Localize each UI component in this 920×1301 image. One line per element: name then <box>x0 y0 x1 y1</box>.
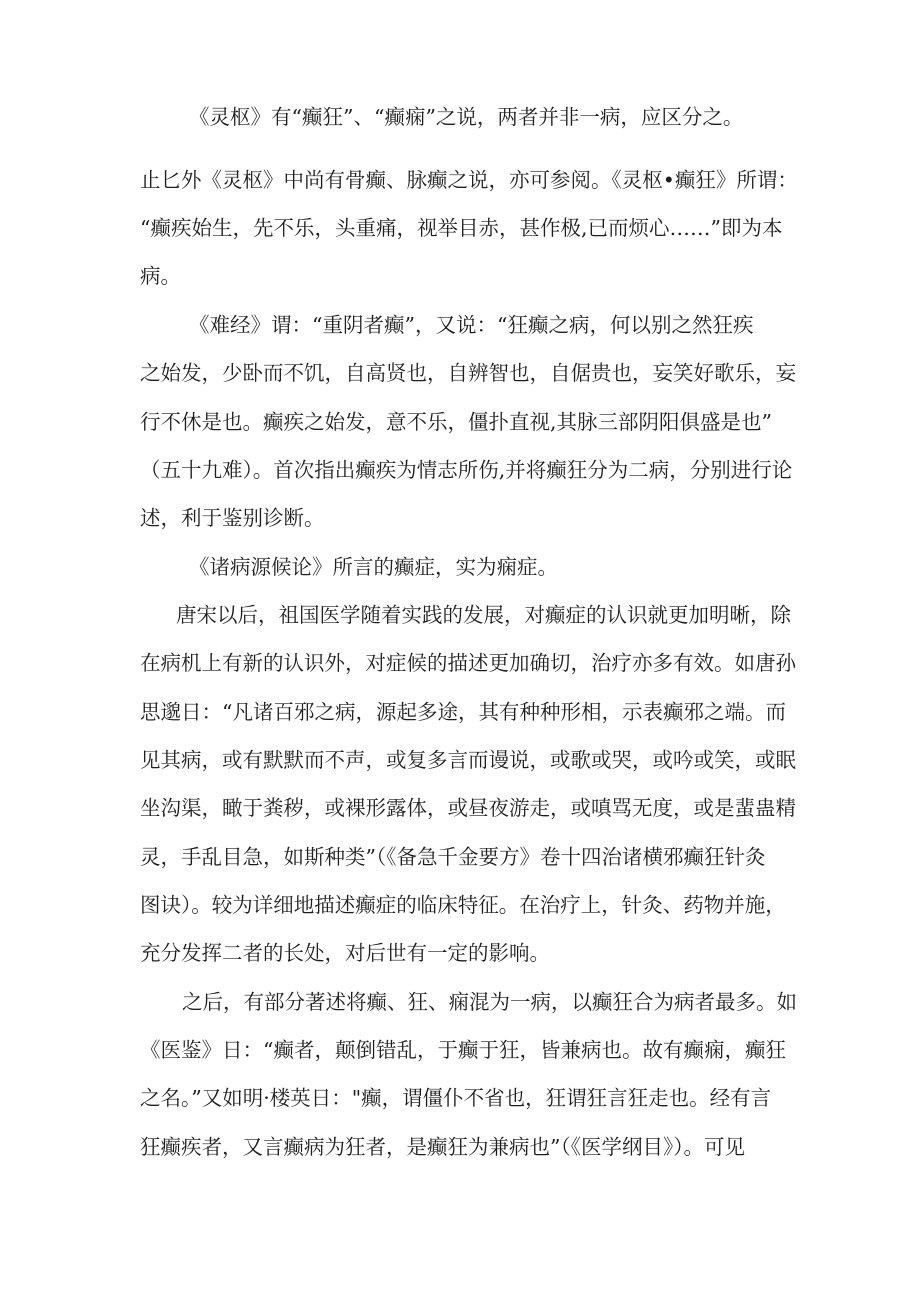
text-line: 《灵枢》有“癫狂”、“癫痫”之说，两者并非一病，应区分之。 <box>189 105 744 129</box>
text-line: 充分发挥二者的长处，对后世有一定的影响。 <box>140 941 550 965</box>
text-line: 见其病，或有默默而不声，或复多言而谩说，或歌或哭，或吟或笑，或眠 <box>140 748 796 772</box>
text-line: 之名。”又如明·楼英日："癫，谓僵仆不省也，狂谓狂言狂走也。经有言 <box>140 1086 772 1110</box>
text-line: 在病机上有新的认识外，对症候的描述更加确切，治疗亦多有效。如唐孙 <box>140 651 796 675</box>
text-line: 述，利于鉴别诊断。 <box>140 506 325 530</box>
text-line: （五十九难）。首次指出癫疾为情志所伤,并将癫狂分为二病，分别进行论 <box>140 458 793 482</box>
text-line: 坐沟渠，瞰于粪秽，或裸形露体，或昼夜游走，或嗔骂无度，或是蜚蛊精 <box>140 796 796 820</box>
text-line: 病。 <box>140 264 181 288</box>
text-line: 灵，手乱目急，如斯种类”（《备急千金要方》卷十四治诸横邪癫狂针灸 <box>140 845 766 869</box>
text-line: 唐宋以后，祖国医学随着实践的发展，对癫症的认识就更加明晰，除 <box>176 603 791 627</box>
text-line: “癫疾始生，先不乐，头重痛，视举目赤，甚作极,已而烦心……”即为本 <box>140 216 783 240</box>
text-line: 《难经》谓：“重阴者癫”，又说：“狂癫之病，何以别之然狂疾 <box>189 313 754 337</box>
text-line: 行不休是也。癫疾之始发，意不乐，僵扑直视,其脉三部阴阳俱盛是也” <box>140 410 772 434</box>
text-line: 止匕外《灵枢》中尚有骨癫、脉癫之说，亦可参阅。《灵枢•癫狂》所谓： <box>140 168 798 192</box>
text-line: 思邈日：“凡诸百邪之病，源起多途，其有种种形相，示表癫邪之端。而 <box>140 700 786 724</box>
text-line: 之后，有部分著述将癫、狂、痫混为一病，以癫狂合为病者最多。如 <box>182 990 797 1014</box>
text-line: 之始发，少卧而不饥，自高贤也，自辨智也，自倨贵也，妄笑好歌乐，妄 <box>140 361 796 385</box>
text-line: 狂癫疾者，又言癫病为狂者，是癫狂为兼病也”（《医学纲目》）。可见 <box>140 1135 745 1159</box>
text-line: 《医鉴》日：“癫者，颠倒错乱，于癫于狂，皆兼病也。故有癫痫，癫狂 <box>140 1038 786 1062</box>
text-line: 《诸病源候论》所言的癫症，实为痫症。 <box>189 555 558 579</box>
text-line: 图诀）。较为详细地描述癫症的临床特征。在治疗上，针灸、药物并施， <box>140 893 786 917</box>
